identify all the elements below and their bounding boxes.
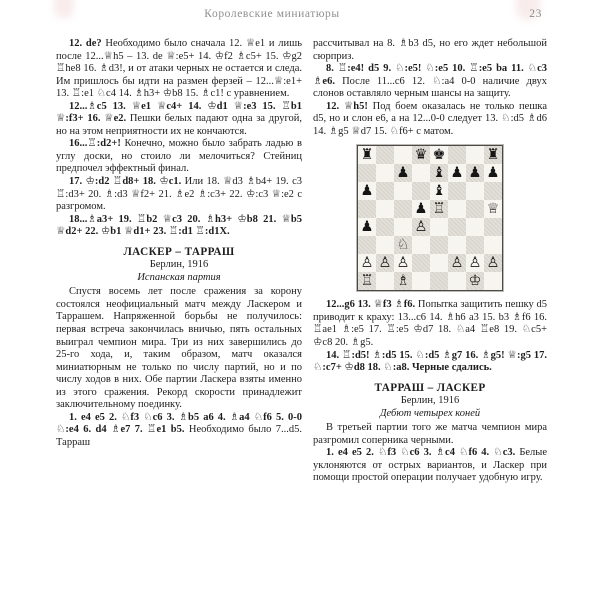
board-square [412, 182, 430, 200]
board-square [484, 272, 502, 290]
chess-piece-bp: ♟ [358, 218, 376, 236]
body-text: Белые уклоняются от острых вариантов, и Ласкер при помощи простой операции получает удобную игру. [313, 447, 547, 484]
board-square [466, 146, 484, 164]
chess-piece-bb: ♝ [430, 182, 448, 200]
board-square [448, 272, 466, 290]
board-square [466, 200, 484, 218]
body-text: Берлин, 1916 [149, 259, 209, 271]
board-square [484, 182, 502, 200]
page-number: 23 [529, 8, 542, 20]
move-text: Черные сдались. [411, 362, 492, 374]
move-text: 12. ♕h5! [326, 100, 368, 112]
board-square [466, 182, 484, 200]
paragraph [56, 412, 302, 450]
body-text: Берлин, 1916 [400, 395, 460, 407]
chess-diagram [313, 145, 547, 291]
paragraph [56, 38, 302, 101]
paragraph [56, 286, 302, 411]
chess-piece-wp: ♙ [376, 254, 394, 272]
body-text: рассчитывал на 8. ♗b3 d5, но его ждет небольшой сюрприз. [313, 38, 547, 62]
paragraph [313, 101, 547, 139]
board-square [430, 272, 448, 290]
chess-piece-bp: ♟ [466, 164, 484, 182]
move-text: 1. e4 e5 2. ♘f3 ♘c6 3. ♗b5 a6 4. ♗a4 ♘f6 5. 0-0 ♘:e4 6. d4 ♗e7 7. ♖e1 b5. [56, 411, 302, 436]
chess-piece-br: ♜ [358, 146, 376, 164]
chess-piece-bp: ♟ [412, 200, 430, 218]
move-text: 17. ♔:d2 ♖d8+ 18. ♔c1. [69, 176, 182, 188]
body-text: Испанская партия [137, 271, 221, 283]
move-text: 12...♗c5 13. ♕e1 ♕c4+ 14. ♔d1 ♕:e3 15. ♖b1 ♕:f3+ 16. ♕e2. [56, 100, 302, 125]
paragraph [56, 101, 302, 139]
board-square [376, 218, 394, 236]
board-square [394, 200, 412, 218]
board-square [412, 164, 430, 182]
game-subheading [56, 259, 302, 272]
board-square [448, 236, 466, 254]
body-text: Конечно, можно было забрать ладью в углу доски, но стоило ли мелочиться? Стейниц предпочел эффектный финал. [56, 138, 302, 175]
body-text: Необходимо было сначала 12. ♕e1 и лишь после 12...♕h5 – 13. de ♕:e5+ 14. ♔f2 ♗c5+ 15. ♔g2 ♖he8 16. ♗d3!, и от атаки черных не остается и следа. Им пришлось бы идти на размен ферзей – 12...♕:e1+ 13. ♖:e1 ♘c4 14. ♗h3+ ♔b8 15. ♗c1! с уравнением. [56, 38, 303, 100]
chess-piece-wr: ♖ [358, 272, 376, 290]
paragraph [313, 350, 547, 375]
chess-piece-wn: ♘ [394, 236, 412, 254]
move-text: 18...♗a3+ 19. ♖b2 ♕c3 20. ♗h3+ ♔b8 21. ♕b5 ♕d2+ 22. ♔b1 ♕d1+ 23. ♖:d1 ♖:d1X. [56, 213, 302, 238]
page-body [56, 38, 547, 590]
right-column [313, 38, 547, 590]
body-text: В третьей партии того же матча чемпион мира разгромил соперника черными. [313, 422, 547, 446]
body-text: ТАРРАШ – ЛАСКЕР [374, 381, 486, 394]
board-square [448, 146, 466, 164]
chess-piece-br: ♜ [484, 146, 502, 164]
move-text: 12. de? [69, 38, 102, 49]
chess-piece-wp: ♙ [394, 254, 412, 272]
paragraph [313, 422, 547, 447]
chess-piece-wq: ♕ [484, 200, 502, 218]
board-square [448, 218, 466, 236]
move-text: 8. ♖:e4! d5 9. ♘:e5! ♘:e5 10. ♖:e5 ba 11. ♘c3 ♗e6. [313, 63, 547, 87]
opening-name [313, 408, 547, 421]
board-square [430, 236, 448, 254]
board-square [358, 164, 376, 182]
chess-piece-wp: ♙ [412, 218, 430, 236]
body-text: ЛАСКЕР – ТАРРАШ [123, 245, 235, 258]
paragraph [56, 214, 302, 239]
paragraph [56, 176, 302, 214]
board-square [466, 236, 484, 254]
body-text: Необходимо было 7...d5. Тарраш [56, 424, 302, 448]
chess-piece-bp: ♟ [448, 164, 466, 182]
board-square [484, 236, 502, 254]
board-square [412, 272, 430, 290]
board-square [448, 182, 466, 200]
board-square [394, 182, 412, 200]
board-square [466, 218, 484, 236]
move-text: 12...g6 13. ♕f3 ♗f6. [326, 299, 416, 311]
board-square [394, 218, 412, 236]
board-square [448, 200, 466, 218]
body-text: Под боем оказалась не только пешка d5, но и слон e6, а на 12...0-0 следует 13. ♘:d5 ♗d6 14. ♗g5 ♕d7 15. ♘f6+ с матом. [313, 100, 548, 137]
board-square [376, 200, 394, 218]
body-text: Спустя восемь лет после сражения за корону состоялся неофициальный матч между Ласкером и Таррашем. Напряженной борьбы не получилось: первая встреча закончилась вничью, пять остальных выиграл чемпион мира. Три из них завершились до 25-го хода, и, таким образом, матч оказался миниатюрным не только по числу партий, но и по числу ходов в них. Обе партии Ласкера взяты именно из этого сражения. Рекорд скорости принадлежит заключительному поединку. [56, 286, 302, 411]
move-text: 16...♖:d2+! [69, 138, 121, 150]
paragraph [313, 38, 547, 63]
board-square [376, 272, 394, 290]
body-text: Пешки белых падают одна за другой, но на этом неприятности их не кончаются. [56, 113, 302, 137]
paragraph [56, 138, 302, 176]
board-square [484, 218, 502, 236]
chess-piece-wp: ♙ [484, 254, 502, 272]
chess-piece-bk: ♚ [430, 146, 448, 164]
opening-name [56, 272, 302, 285]
board-square [376, 164, 394, 182]
board-square [376, 236, 394, 254]
move-text: 14. ♖:d5! ♗:d5 15. ♘:d5 ♗g7 16. ♗g5! ♕:g5 17. ♘:c7+ ♔d8 18. ♘:a8. [313, 349, 547, 374]
game-heading [56, 246, 302, 259]
chess-board [357, 145, 503, 291]
chess-piece-bp: ♟ [484, 164, 502, 182]
paragraph [313, 63, 547, 101]
chess-piece-wb: ♗ [394, 272, 412, 290]
chess-piece-bp: ♟ [358, 182, 376, 200]
board-square [358, 236, 376, 254]
chess-piece-bb: ♝ [430, 164, 448, 182]
body-text: После 11...c6 12. ♘:a4 0-0 наличие двух слонов оставляло черным шансы на защиту. [313, 75, 547, 100]
board-square [412, 254, 430, 272]
page-header [56, 8, 548, 24]
board-square [358, 200, 376, 218]
body-text: Или 18. ♕d3 ♗b4+ 19. c3 ♖:d3+ 20. ♗:d3 ♕f2+ 21. ♗e2 ♗:c3+ 22. ♔:c3 ♕:e2 с разгромом. [56, 176, 302, 213]
chess-piece-wp: ♙ [466, 254, 484, 272]
chess-piece-bp: ♟ [394, 164, 412, 182]
board-square [412, 236, 430, 254]
board-square [430, 254, 448, 272]
left-column [56, 38, 302, 590]
move-text: 1. e4 e5 2. ♘f3 ♘c6 3. ♗c4 ♘f6 4. ♘c3. [326, 447, 516, 459]
board-square [430, 218, 448, 236]
chess-piece-wp: ♙ [358, 254, 376, 272]
paragraph [313, 447, 547, 485]
body-text: Попытка защитить пешку d5 приводит к краху: 13...c6 14. ♗h6 a3 15. b3 ♗f6 16. ♖ae1 ♗:e5 17. ♖:e5 ♔d7 18. ♘a4 ♖e8 19. ♘c5+ ♔c8 20. ♗g5. [313, 299, 547, 349]
board-square [394, 146, 412, 164]
board-square [376, 182, 394, 200]
chess-piece-wk: ♔ [466, 272, 484, 290]
chess-piece-wp: ♙ [448, 254, 466, 272]
chess-piece-wr: ♖ [430, 200, 448, 218]
running-title: Королевские миниатюры [204, 8, 340, 20]
body-text: Дебют четырех коней [379, 407, 481, 419]
game-heading [313, 382, 547, 395]
paragraph [313, 299, 547, 349]
board-square [376, 146, 394, 164]
game-subheading [313, 395, 547, 408]
chess-piece-bq: ♛ [412, 146, 430, 164]
